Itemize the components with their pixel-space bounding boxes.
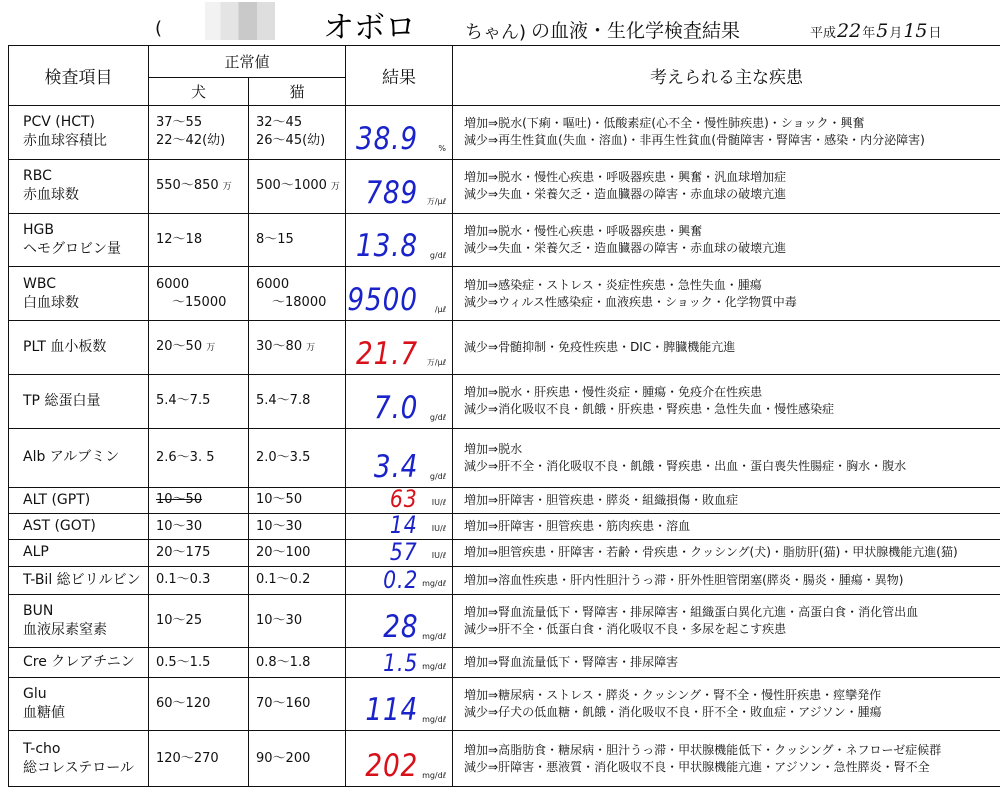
item-cell — [9, 487, 149, 513]
header-item: 検査項目 — [9, 46, 149, 106]
pet-name: オボロ — [323, 10, 416, 46]
result-value: 14 — [390, 511, 419, 540]
item-name-jp: 白血球数 — [23, 294, 79, 311]
result-cell — [346, 537, 453, 566]
cat-range-2: 〜18000 — [272, 294, 327, 310]
result-value: 63 — [390, 484, 419, 513]
disease-line-2: 減少⇒再生性貧血(失血・溶血)・非再生性貧血(骨髄障害・腎障害・感染・内分泌障害) — [464, 133, 925, 148]
disease-line-1: 増加⇒脱水・肝疾患・慢性炎症・腫瘍・免疫介在性疾患 — [464, 385, 763, 400]
table-row — [9, 428, 1000, 487]
item-name: PLT 血小板数 — [23, 339, 107, 356]
cat-normal-cell — [249, 267, 346, 321]
item-cell — [9, 213, 149, 267]
item-name: T-cho — [23, 740, 61, 757]
dog-normal-cell — [149, 428, 249, 487]
result-unit: mg/dℓ — [422, 662, 447, 672]
dog-range: 550〜850 万 — [156, 177, 232, 193]
result-value: 13.8 — [355, 228, 419, 265]
item-name: HGB — [23, 221, 54, 238]
cat-range-unit: 万 — [306, 343, 316, 354]
item-cell — [9, 106, 149, 160]
dog-normal-cell — [149, 267, 249, 321]
disease-line-2: 減少⇒消化吸収不良・飢餓・肝疾患・腎疾患・急性失血・慢性感染症 — [464, 402, 835, 417]
disease-line-1: 増加⇒脱水・慢性心疾患・呼吸器疾患・興奮 — [464, 223, 703, 238]
result-unit: mg/dℓ — [422, 715, 447, 725]
disease-line-1: 減少⇒骨髄抑制・免疫性疾患・DIC・脾臓機能亢進 — [464, 340, 736, 355]
dog-range-2: 22〜42(幼) — [156, 133, 226, 149]
disease-line-2: 減少⇒肝障害・悪液質・消化吸収不良・甲状腺機能亢進・アジソン・急性膵炎・腎不全 — [464, 759, 930, 774]
cat-normal-cell — [249, 487, 346, 513]
disease-cell — [453, 595, 1000, 648]
disease-line-1: 増加⇒腎血流量低下・腎障害・排尿障害 — [464, 655, 679, 670]
result-unit: mg/dℓ — [422, 631, 447, 641]
dog-normal-cell — [149, 678, 249, 731]
table-row — [9, 566, 1000, 594]
cat-range: 500〜1000 万 — [256, 177, 340, 193]
table-row — [9, 321, 1000, 375]
dog-normal-cell — [149, 374, 249, 428]
result-unit: g/dℓ — [429, 471, 447, 481]
item-cell — [9, 678, 149, 731]
table-row — [9, 678, 1000, 731]
result-cell — [346, 647, 453, 677]
result-value: 38.9 — [355, 120, 419, 157]
dog-range: 37〜55 — [156, 115, 203, 131]
dog-range: 20〜50 万 — [156, 339, 216, 355]
cat-normal-cell — [249, 213, 346, 267]
header-normal-range: 正常値 — [149, 46, 346, 78]
result-unit: g/dℓ — [429, 412, 447, 422]
dog-normal-cell — [149, 106, 249, 160]
result-cell — [346, 374, 453, 428]
result-cell — [346, 566, 453, 594]
disease-line-2: 減少⇒ウィルス性感染症・血液疾患・ショック・化学物質中毒 — [464, 294, 797, 309]
report-title: の血液・生化学検査結果 — [531, 20, 741, 42]
cat-range: 0.1〜0.2 — [256, 572, 311, 588]
result-cell — [346, 513, 453, 539]
dog-range: 5.4〜7.5 — [156, 393, 211, 409]
table-row — [9, 540, 1000, 566]
header-diseases: 考えられる主な疾患 — [453, 46, 1000, 106]
cat-normal-cell — [249, 540, 346, 566]
dog-range-unit: 万 — [206, 343, 216, 354]
table-row — [9, 267, 1000, 321]
date-year-unit: 年 — [862, 26, 876, 41]
dog-normal-cell — [149, 566, 249, 594]
disease-cell — [453, 731, 1000, 787]
cat-normal-cell — [249, 374, 346, 428]
disease-cell — [453, 374, 1000, 428]
item-name: ALT (GPT) — [23, 491, 91, 508]
dog-range: 6000 — [156, 276, 190, 292]
result-cell — [346, 106, 453, 160]
result-value: 789 — [365, 174, 419, 211]
disease-line-1: 増加⇒脱水・慢性心疾患・呼吸器疾患・興奮・汎血球増加症 — [464, 170, 787, 185]
result-cell — [346, 321, 453, 375]
dog-range: 10〜25 — [156, 612, 203, 628]
result-unit: % — [438, 143, 447, 153]
date-day: 15 — [903, 20, 928, 42]
cat-normal-cell — [249, 159, 346, 213]
dog-range: 12〜18 — [156, 231, 203, 247]
result-value: 57 — [390, 537, 419, 566]
table-row — [9, 374, 1000, 428]
disease-line-1: 増加⇒感染症・ストレス・炎症性疾患・急性失血・腫瘍 — [464, 277, 762, 292]
dog-range: 2.6〜3. 5 — [156, 449, 215, 465]
date-month-unit: 月 — [889, 26, 903, 41]
cat-range: 8〜15 — [256, 231, 294, 247]
disease-cell — [453, 159, 1000, 213]
result-value: 114 — [365, 692, 419, 729]
disease-cell — [453, 566, 1000, 594]
cat-range: 30〜80 万 — [256, 339, 316, 355]
result-cell — [346, 678, 453, 731]
result-cell — [346, 428, 453, 487]
result-value: 1.5 — [383, 649, 419, 678]
disease-cell — [453, 678, 1000, 731]
disease-cell — [453, 428, 1000, 487]
disease-line-2: 減少⇒失血・栄養欠乏・造血臓器の障害・赤血球の破壊亢進 — [464, 240, 787, 255]
dog-range-unit: 万 — [222, 181, 232, 192]
cat-normal-cell — [249, 321, 346, 375]
item-name-jp: 血液尿素窒素 — [23, 621, 107, 638]
item-name: Alb アルブミン — [23, 449, 120, 466]
disease-line-1: 増加⇒腎血流量低下・腎障害・排尿障害・組織蛋白異化亢進・高蛋白食・消化管出血 — [464, 604, 919, 619]
disease-line-1: 増加⇒糖尿病・ストレス・膵炎・クッシング・腎不全・慢性肝疾患・痙攣発作 — [464, 688, 882, 703]
item-cell — [9, 267, 149, 321]
result-unit: /μℓ — [434, 305, 447, 315]
cat-range: 2.0〜3.5 — [256, 449, 311, 465]
result-unit: 万/μℓ — [426, 196, 447, 206]
result-unit: g/dℓ — [429, 251, 447, 261]
dog-range: 60〜120 — [156, 696, 211, 712]
dog-range: 0.1〜0.3 — [156, 572, 211, 588]
report-header — [0, 0, 1000, 46]
disease-line-2: 減少⇒肝不全・消化吸収不良・飢餓・腎疾患・出血・蛋白喪失性腸症・胸水・腹水 — [464, 458, 907, 473]
table-row — [9, 106, 1000, 160]
cat-normal-cell — [249, 595, 346, 648]
result-cell — [346, 159, 453, 213]
item-name: PCV (HCT) — [23, 114, 96, 131]
item-name: BUN — [23, 602, 54, 619]
result-value: 202 — [365, 748, 419, 784]
header-cat: 猫 — [249, 78, 346, 106]
disease-line-1: 増加⇒胆管疾患・肝障害・若齢・骨疾患・クッシング(犬)・脂肪肝(猫)・甲状腺機能亢進(猫) — [464, 545, 958, 560]
dog-normal-cell — [149, 159, 249, 213]
disease-cell — [453, 540, 1000, 566]
redacted-owner-name — [205, 2, 275, 40]
date-era: 平成 — [810, 26, 837, 41]
result-unit: 万/μℓ — [426, 357, 447, 367]
table-row — [9, 595, 1000, 648]
dog-range: 10〜30 — [156, 518, 203, 534]
disease-cell — [453, 647, 1000, 677]
report-date — [810, 20, 942, 42]
date-year: 22 — [837, 20, 862, 42]
item-name: T-Bil 総ビリルビン — [23, 571, 141, 588]
cat-range-2: 26〜45(幼) — [256, 133, 326, 149]
item-name-jp: 赤血球容積比 — [23, 133, 107, 150]
item-name-jp: 赤血球数 — [23, 187, 79, 204]
dog-normal-cell — [149, 595, 249, 648]
item-cell — [9, 428, 149, 487]
cat-range: 10〜30 — [256, 612, 303, 628]
dog-normal-cell — [149, 731, 249, 787]
cat-range: 6000 — [256, 276, 290, 292]
cat-range: 20〜100 — [256, 544, 311, 560]
dog-range: 20〜175 — [156, 544, 211, 560]
dog-normal-cell — [149, 513, 249, 539]
result-value: 0.2 — [383, 566, 419, 595]
disease-line-2: 減少⇒肝不全・低蛋白食・消化吸収不良・多尿を起こす疾患 — [464, 621, 787, 636]
disease-cell — [453, 321, 1000, 375]
cat-range-unit: 万 — [330, 181, 340, 192]
result-unit: IU/ℓ — [431, 497, 447, 507]
disease-cell — [453, 213, 1000, 267]
table-row — [9, 213, 1000, 267]
date-month: 5 — [876, 20, 889, 42]
item-cell — [9, 159, 149, 213]
cat-range: 5.4〜7.8 — [256, 393, 311, 409]
dog-range: 0.5〜1.5 — [156, 654, 211, 670]
dog-range: 10〜50 — [156, 492, 203, 508]
disease-line-1: 増加⇒溶血性疾患・肝内性胆汁うっ滞・肝外性胆管閉塞(膵炎・腸炎・腫瘍・異物) — [464, 572, 904, 587]
disease-line-2: 減少⇒仔犬の低血糖・飢餓・消化吸収不良・肝不全・敗血症・アジソン・腫瘍 — [464, 705, 882, 720]
dog-normal-cell — [149, 540, 249, 566]
dog-normal-cell — [149, 487, 249, 513]
item-name: WBC — [23, 275, 56, 292]
item-cell — [9, 513, 149, 539]
item-cell — [9, 540, 149, 566]
cat-normal-cell — [249, 566, 346, 594]
item-name: Cre クレアチニン — [23, 654, 135, 671]
disease-cell — [453, 513, 1000, 539]
result-value: 7.0 — [373, 389, 419, 426]
open-paren: ( — [155, 18, 163, 39]
name-suffix: ちゃん) — [465, 22, 527, 43]
cat-normal-cell — [249, 731, 346, 787]
disease-line-1: 増加⇒脱水(下痢・嘔吐)・低酸素症(心不全・慢性肺疾患)・ショック・興奮 — [464, 116, 865, 131]
dog-normal-cell — [149, 321, 249, 375]
item-name-jp: ヘモグロビン量 — [23, 240, 121, 257]
table-row — [9, 647, 1000, 677]
table-row — [9, 159, 1000, 213]
item-name: Glu — [23, 686, 47, 703]
cat-normal-cell — [249, 513, 346, 539]
result-value: 3.4 — [373, 448, 419, 485]
result-cell — [346, 731, 453, 787]
result-cell — [346, 213, 453, 267]
item-cell — [9, 374, 149, 428]
dog-range: 120〜270 — [156, 750, 219, 766]
cat-range: 10〜50 — [256, 492, 303, 508]
item-cell — [9, 647, 149, 677]
item-cell — [9, 321, 149, 375]
result-value: 28 — [382, 608, 419, 645]
result-unit: IU/ℓ — [431, 550, 447, 560]
dog-range-2: 〜15000 — [172, 294, 227, 310]
result-value: 21.7 — [355, 335, 419, 372]
disease-line-2: 減少⇒失血・栄養欠乏・造血臓器の障害・赤血球の破壊亢進 — [464, 187, 787, 202]
cat-range: 70〜160 — [256, 696, 311, 712]
table-row — [9, 513, 1000, 539]
item-name-jp: 血糖値 — [23, 705, 65, 722]
disease-line-1: 増加⇒肝障害・胆管疾患・筋肉疾患・溶血 — [464, 519, 691, 534]
item-name-jp: 総コレステロール — [23, 759, 135, 776]
results-table — [8, 45, 1000, 787]
item-cell — [9, 566, 149, 594]
result-unit: mg/dℓ — [422, 579, 447, 589]
disease-cell — [453, 106, 1000, 160]
cat-range: 10〜30 — [256, 518, 303, 534]
result-cell — [346, 267, 453, 321]
disease-line-1: 増加⇒肝障害・胆管疾患・膵炎・組織損傷・敗血症 — [464, 492, 739, 507]
cat-normal-cell — [249, 647, 346, 677]
cat-range: 32〜45 — [256, 115, 303, 131]
item-name: AST (GOT) — [23, 518, 96, 535]
item-name: RBC — [23, 168, 52, 185]
disease-cell — [453, 487, 1000, 513]
item-name: TP 総蛋白量 — [23, 392, 101, 409]
dog-normal-cell — [149, 647, 249, 677]
header-result: 結果 — [346, 46, 453, 106]
table-row — [9, 731, 1000, 787]
result-unit: IU/ℓ — [431, 524, 447, 534]
disease-line-1: 増加⇒高脂肪食・糖尿病・胆汁うっ滞・甲状腺機能低下・クッシング・ネフローゼ症候群 — [464, 742, 942, 757]
header-dog: 犬 — [149, 78, 249, 106]
result-value: 9500 — [347, 282, 419, 319]
cat-normal-cell — [249, 428, 346, 487]
item-name: ALP — [23, 544, 49, 561]
result-cell — [346, 484, 453, 513]
cat-range: 90〜200 — [256, 750, 311, 766]
disease-cell — [453, 267, 1000, 321]
result-cell — [346, 595, 453, 648]
disease-line-1: 増加⇒脱水 — [464, 441, 523, 456]
cat-range: 0.8〜1.8 — [256, 654, 311, 670]
item-cell — [9, 731, 149, 787]
dog-normal-cell — [149, 213, 249, 267]
table-row — [9, 487, 1000, 513]
item-cell — [9, 595, 149, 648]
date-day-unit: 日 — [928, 26, 942, 41]
cat-normal-cell — [249, 106, 346, 160]
cat-normal-cell — [249, 678, 346, 731]
result-unit: mg/dℓ — [422, 771, 447, 780]
